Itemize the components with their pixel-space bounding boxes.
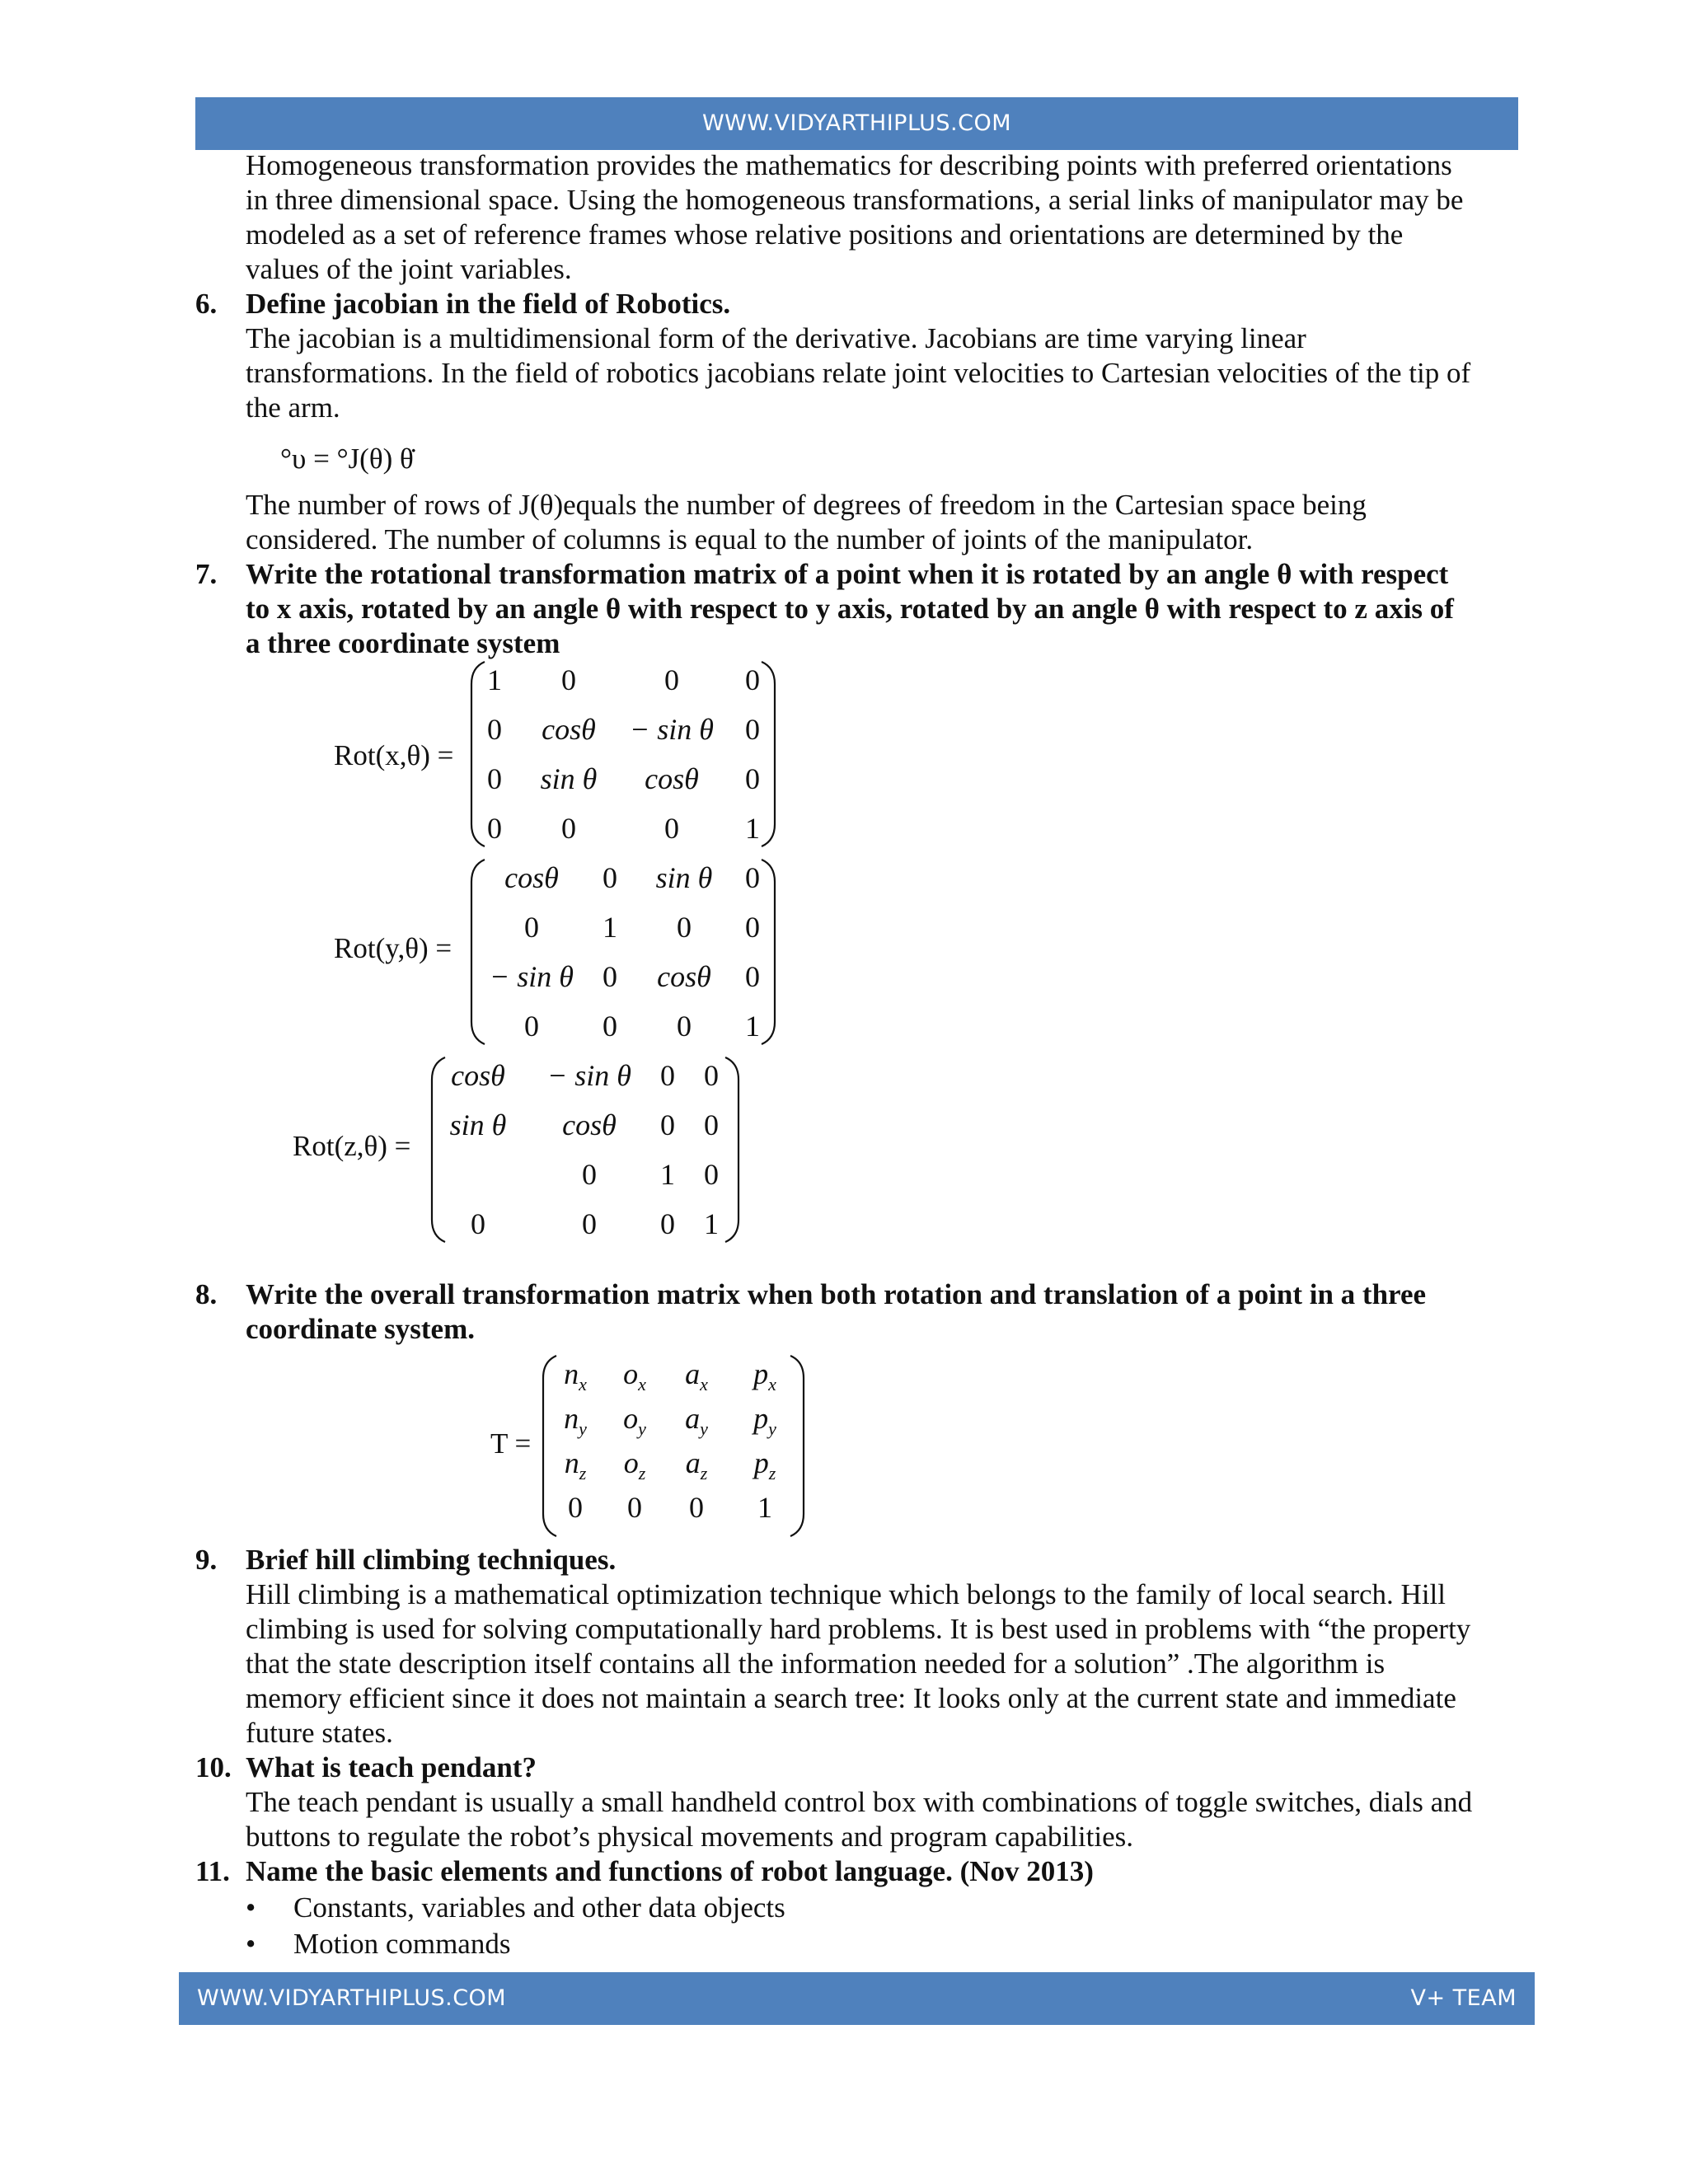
matrix-cell: − sin θ <box>547 1059 631 1092</box>
matrix-cell: 1 <box>603 911 617 944</box>
matrix-cell: cosθ <box>645 762 699 795</box>
footer-site: WWW.VIDYARTHIPLUS.COM <box>197 1985 507 2011</box>
q8-number: 8. <box>195 1278 218 1310</box>
matrix-cell: − sin θ <box>490 960 574 993</box>
right-paren <box>787 1353 807 1539</box>
rot-x-label: Rot(x,θ) = <box>334 739 454 771</box>
t-label: T = <box>490 1427 532 1460</box>
intro-line: values of the joint variables. <box>246 253 572 285</box>
matrix-cell: cosθ <box>657 960 711 993</box>
matrix-cell: 0 <box>524 1010 539 1043</box>
q7-question-line: to x axis, rotated by an angle θ with respect to y axis, rotated by an angle θ with respect to z axis of <box>246 593 1454 625</box>
q9-answer-line: that the state description itself contains all the information needed for a solution” .The algorithm is <box>246 1647 1386 1680</box>
matrix-cell: $p_z$ <box>753 1446 776 1483</box>
matrix-cell: $a_x$ <box>685 1357 708 1394</box>
matrix-cell: 1 <box>745 812 760 845</box>
matrix-cell: 0 <box>689 1491 704 1524</box>
matrix-cell: 0 <box>487 762 502 795</box>
q6-answer-line: the arm. <box>246 391 340 424</box>
matrix-cell: 0 <box>677 911 692 944</box>
jacobian-formula: °υ = °J(θ) θ̇ <box>280 443 414 475</box>
q11-bullet-item: Constants, variables and other data objects <box>293 1891 785 1924</box>
bullet-icon: • <box>246 1891 256 1924</box>
page-footer <box>179 1972 1535 2025</box>
q7-number: 7. <box>195 558 218 590</box>
matrix-cell: 0 <box>660 1207 675 1240</box>
matrix-cell: $p_y$ <box>753 1402 776 1439</box>
matrix-cell: 0 <box>627 1491 642 1524</box>
footer-team: V+ TEAM <box>1410 1985 1517 2011</box>
matrix-cell: − sin θ <box>630 713 714 746</box>
matrix-cell: $n_x$ <box>564 1357 587 1394</box>
q7-question-line: a three coordinate system <box>246 627 560 659</box>
q6-question: Define jacobian in the field of Robotics. <box>246 288 731 320</box>
bullet-icon: • <box>246 1928 256 1960</box>
q6-after-line: The number of rows of J(θ)equals the number of degrees of freedom in the Cartesian space being <box>246 489 1367 521</box>
q10-question: What is teach pendant? <box>246 1751 537 1783</box>
matrix-cell: 0 <box>745 762 760 795</box>
matrix-cell: 0 <box>745 663 760 696</box>
matrix-cell: 0 <box>660 1059 675 1092</box>
q10-number: 10. <box>195 1751 232 1783</box>
matrix-cell: 0 <box>561 663 576 696</box>
q6-number: 6. <box>195 288 218 320</box>
matrix-cell: 1 <box>487 663 502 696</box>
matrix-cell: 0 <box>745 911 760 944</box>
matrix-cell: 0 <box>471 1207 485 1240</box>
q9-answer-line: memory efficient since it does not maintain a search tree: It looks only at the current state and immediate <box>246 1682 1456 1714</box>
matrix-cell: 0 <box>745 960 760 993</box>
matrix-cell: sin θ <box>449 1108 507 1141</box>
matrix-cell: 0 <box>745 713 760 746</box>
q9-answer-line: future states. <box>246 1717 393 1749</box>
matrix-cell: sin θ <box>540 762 598 795</box>
matrix-cell: $o_y$ <box>623 1402 646 1439</box>
q9-answer-line: Hill climbing is a mathematical optimization technique which belongs to the family of local search. Hill <box>246 1578 1447 1610</box>
matrix-cell: $p_x$ <box>753 1357 776 1394</box>
q6-answer-line: transformations. In the field of robotics jacobians relate joint velocities to Cartesian velocities of the tip of <box>246 357 1471 389</box>
matrix-cell: 0 <box>603 1010 617 1043</box>
matrix-cell: 0 <box>677 1010 692 1043</box>
intro-line: modeled as a set of reference frames whose relative positions and orientations are determined by the <box>246 218 1404 251</box>
matrix-cell: 0 <box>664 812 679 845</box>
matrix-cell: 0 <box>487 812 502 845</box>
matrix-cell: 1 <box>704 1207 719 1240</box>
q10-answer-line: buttons to regulate the robot’s physical movements and program capabilities. <box>246 1821 1133 1853</box>
matrix-cell: 0 <box>745 861 760 894</box>
rot-y-label: Rot(y,θ) = <box>334 932 452 964</box>
q9-question: Brief hill climbing techniques. <box>246 1544 617 1576</box>
q8-question-line: Write the overall transformation matrix when both rotation and translation of a point in a three <box>246 1278 1427 1310</box>
matrix-cell: $o_z$ <box>623 1446 646 1483</box>
matrix-cell: cosθ <box>504 861 559 894</box>
q11-question: Name the basic elements and functions of robot language. (Nov 2013) <box>246 1855 1094 1887</box>
matrix-cell: $a_z$ <box>685 1446 708 1483</box>
matrix-cell: $n_y$ <box>564 1402 587 1439</box>
rot-z-label: Rot(z,θ) = <box>293 1130 411 1162</box>
matrix-cell: 0 <box>603 861 617 894</box>
matrix-cell: cosθ <box>562 1108 617 1141</box>
matrix-cell: 1 <box>745 1010 760 1043</box>
matrix-cell: 0 <box>660 1108 675 1141</box>
matrix-cell: 0 <box>524 911 539 944</box>
page-header <box>195 97 1518 150</box>
matrix-cell: cosθ <box>542 713 596 746</box>
matrix-cell: $a_y$ <box>685 1402 708 1439</box>
q9-number: 9. <box>195 1544 218 1576</box>
q7-question-line: Write the rotational transformation matrix of a point when it is rotated by an angle θ with respect <box>246 558 1449 590</box>
matrix-cell: 1 <box>660 1158 675 1191</box>
matrix-cell: 0 <box>704 1158 719 1191</box>
q11-bullet-item: Motion commands <box>293 1928 511 1960</box>
q8-question-line: coordinate system. <box>246 1313 476 1345</box>
matrix-cell: 0 <box>568 1491 583 1524</box>
matrix-cell: 1 <box>757 1491 772 1524</box>
matrix-cell: cosθ <box>451 1059 505 1092</box>
intro-line: in three dimensional space. Using the homogeneous transformations, a serial links of manipulator may be <box>246 184 1464 216</box>
q9-answer-line: climbing is used for solving computationally hard problems. It is best used in problems with “the property <box>246 1613 1471 1645</box>
q6-answer-line: The jacobian is a multidimensional form of the derivative. Jacobians are time varying linear <box>246 322 1306 354</box>
matrix-cell: 0 <box>704 1059 719 1092</box>
matrix-cell: 0 <box>603 960 617 993</box>
matrix-cell: 0 <box>487 713 502 746</box>
matrix-cell: 0 <box>704 1108 719 1141</box>
matrix-cell: 0 <box>561 812 576 845</box>
q10-answer-line: The teach pendant is usually a small handheld control box with combinations of toggle switches, dials and <box>246 1786 1473 1818</box>
header-site: WWW.VIDYARTHIPLUS.COM <box>701 110 1012 136</box>
matrix-cell: 0 <box>582 1158 597 1191</box>
intro-line: Homogeneous transformation provides the mathematics for describing points with preferred orientations <box>246 149 1452 181</box>
q11-number: 11. <box>195 1855 230 1887</box>
q6-after-line: considered. The number of columns is equal to the number of joints of the manipulator. <box>246 523 1254 555</box>
matrix-cell: sin θ <box>655 861 713 894</box>
matrix-cell: $n_z$ <box>564 1446 587 1483</box>
matrix-cell: 0 <box>582 1207 597 1240</box>
matrix-cell: 0 <box>664 663 679 696</box>
matrix-cell: $o_x$ <box>623 1357 646 1394</box>
